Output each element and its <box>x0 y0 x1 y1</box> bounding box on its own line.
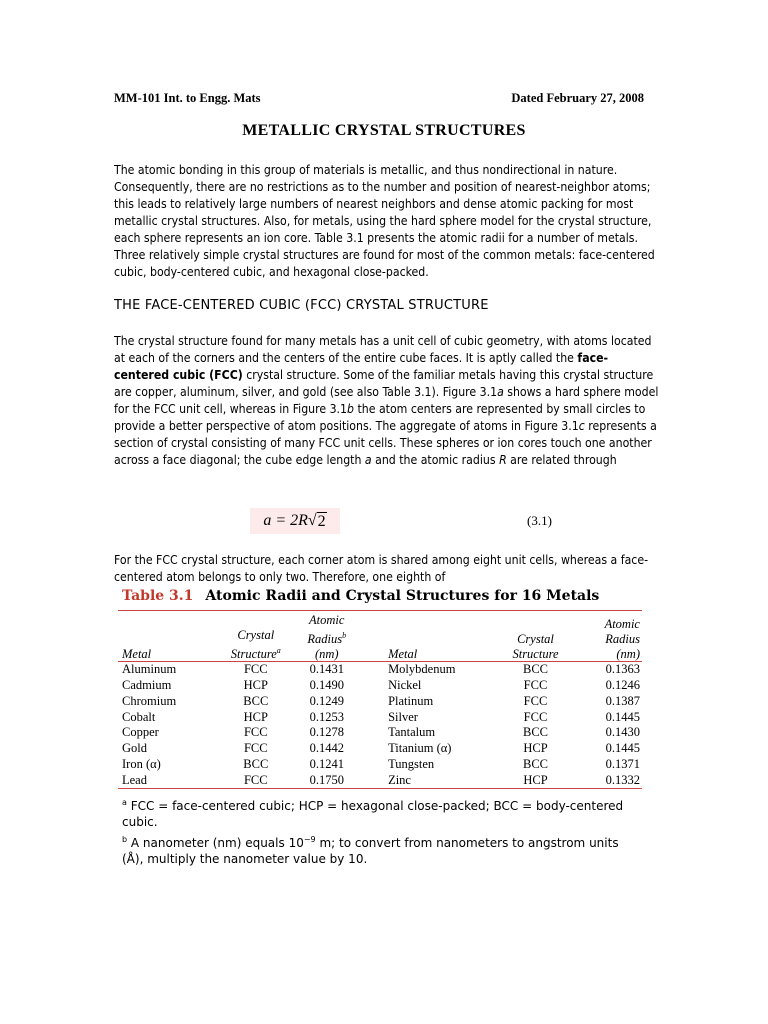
table-footnotes <box>122 795 642 869</box>
footnote-b <box>122 832 642 867</box>
cell-structure: FCC <box>523 677 548 692</box>
table-row <box>118 725 642 741</box>
footnote-mark: a <box>276 646 281 655</box>
cell-structure: FCC <box>243 741 268 756</box>
table-caption <box>122 588 599 604</box>
col-header-metal: Metal <box>388 647 418 662</box>
table-row <box>118 710 642 726</box>
text-run: crystal structure. Some of the familiar metals having this crystal structure are copper, aluminum, silver, and gold (see also Table 3.1). Figure 3.1 <box>114 368 654 399</box>
cell-structure: BCC <box>522 725 548 740</box>
col-header-structure <box>216 613 295 662</box>
cell-radius: 0.1445 <box>605 709 640 724</box>
fcc-sharing-paragraph: For the FCC crystal structure, each corner atom is shared among eight unit cells, whereas a face-centered atom belongs to only two. Therefore, one eighth of <box>114 553 649 584</box>
cell-structure: FCC <box>243 725 268 740</box>
cell-metal: Lead <box>122 772 147 787</box>
cell-radius: 0.1246 <box>605 677 640 692</box>
table-row <box>118 773 642 789</box>
col-header-radius <box>295 613 358 662</box>
cell-structure: HCP <box>243 677 268 692</box>
header-line: Crystal <box>237 628 275 642</box>
header-line: Atomic <box>604 617 640 632</box>
sqrt-symbol: √ <box>307 512 317 529</box>
cell-radius: 0.1241 <box>309 756 344 771</box>
text-run: The crystal structure found for many metals has a unit cell of cubic geometry, with atoms located at each of the corners and the centers of the entire cube faces. It is aptly called the <box>114 334 652 365</box>
cell-radius: 0.1430 <box>605 725 640 740</box>
table-row <box>118 757 642 773</box>
cell-metal: Tungsten <box>388 756 435 771</box>
figure-ref-letter: b <box>347 402 354 416</box>
cell-structure: FCC <box>523 693 548 708</box>
figure-ref-letter: a <box>497 385 504 399</box>
cell-metal: Iron (α) <box>122 756 161 771</box>
footnote-mark: b <box>122 835 128 844</box>
header-line: (nm) <box>616 647 640 662</box>
exponent: −9 <box>303 835 316 844</box>
cell-radius: 0.1431 <box>309 662 344 677</box>
cell-metal: Cobalt <box>122 709 156 724</box>
cell-radius: 0.1278 <box>309 725 344 740</box>
table-top-rule <box>118 610 642 611</box>
cell-radius: 0.1253 <box>309 709 344 724</box>
col-header-radius <box>577 613 642 662</box>
header-line: Atomic <box>309 613 345 627</box>
cell-structure: BCC <box>243 756 269 771</box>
equation-lhs: a = 2R <box>263 512 308 529</box>
fcc-term: face-centered cubic (FCC) <box>114 351 609 382</box>
cell-metal: Gold <box>122 741 147 756</box>
equation <box>250 508 340 534</box>
footnote-mark: b <box>342 631 347 640</box>
text-run: the atom centers are represented by small circles to provide a better perspective of atom positions. The aggregate of atoms in Figure 3.1 <box>114 402 646 433</box>
table-header-row <box>118 613 642 662</box>
cell-metal: Copper <box>122 725 159 740</box>
header-line: Structure <box>230 647 277 662</box>
header-line: (nm) <box>314 647 339 662</box>
table-row <box>118 662 642 678</box>
header-line: Crystal <box>517 632 554 647</box>
cell-metal: Titanium (α) <box>388 741 452 756</box>
cell-metal: Molybdenum <box>388 662 456 677</box>
footnote-text: FCC = face-centered cubic; HCP = hexagonal close-packed; BCC = body-centered cubic. <box>122 799 624 829</box>
cell-radius: 0.1249 <box>309 693 344 708</box>
cell-structure: HCP <box>523 772 548 787</box>
cell-structure: HCP <box>523 741 548 756</box>
footnote-text: m; to convert from nanometers to angstrom units (Å), multiply the nanometer value by 10. <box>122 836 619 866</box>
cell-metal: Nickel <box>388 677 422 692</box>
footnote-a <box>122 795 642 830</box>
text-run: shows a hard sphere model for the FCC unit cell, whereas in Figure 3.1 <box>114 385 659 416</box>
header-line: Radius <box>307 632 343 647</box>
page-title: METALLIC CRYSTAL STRUCTURES <box>242 122 526 139</box>
footnote-text: A nanometer (nm) equals 10 <box>127 836 304 850</box>
cell-structure: HCP <box>243 709 268 724</box>
header-line: Structure <box>512 647 559 662</box>
col-header-metal: Metal <box>122 647 152 662</box>
section-heading: THE FACE-CENTERED CUBIC (FCC) CRYSTAL STRUCTURE <box>114 298 489 313</box>
cell-radius: 0.1442 <box>309 741 344 756</box>
table-number: Table 3.1 <box>122 588 194 604</box>
table-row <box>118 694 642 710</box>
cell-metal: Chromium <box>122 693 177 708</box>
variable-a: a <box>364 453 372 467</box>
cell-structure: BCC <box>522 756 548 771</box>
metals-table <box>118 613 642 789</box>
cell-radius: 0.1750 <box>309 772 344 787</box>
table-title: Atomic Radii and Crystal Structures for 16 Metals <box>205 588 600 604</box>
cell-metal: Zinc <box>388 772 411 787</box>
cell-structure: BCC <box>522 662 548 677</box>
intro-paragraph: The atomic bonding in this group of materials is metallic, and thus nondirectional in nature. Consequently, there are no restrictions as to the number and position of nearest-neighbor atoms; this leads to relatively large numbers of nearest neighbors and dense atomic packing for most metallic crystal structures. Also, for metals, using the hard sphere model for the crystal structure, each sphere represents an ion core. Table 3.1 presents the atomic radii for a number of metals. Three relatively simple crystal structures are found for most of the common metals: face-centered cubic, body-centered cubic, and hexagonal close-packed. <box>114 163 655 279</box>
cell-metal: Aluminum <box>122 662 177 677</box>
cell-radius: 0.1332 <box>605 772 640 787</box>
cell-radius: 0.1387 <box>605 693 640 708</box>
cell-metal: Cadmium <box>122 677 172 692</box>
equation-radicand: 2 <box>317 512 326 530</box>
text-run: and the atomic radius <box>371 453 500 467</box>
figure-ref-letter: c <box>578 419 585 433</box>
cell-metal: Silver <box>388 709 418 724</box>
table-row <box>118 741 642 757</box>
cell-structure: BCC <box>243 693 269 708</box>
cell-structure: FCC <box>243 772 268 787</box>
page-header <box>114 91 644 106</box>
equation-number: (3.1) <box>527 513 552 528</box>
table-body <box>118 662 642 788</box>
cell-metal: Platinum <box>388 693 434 708</box>
cell-radius: 0.1363 <box>605 662 640 677</box>
cell-structure: FCC <box>243 662 268 677</box>
cell-radius: 0.1490 <box>309 677 344 692</box>
footnote-mark: a <box>122 798 127 807</box>
document-date: Dated February 27, 2008 <box>511 91 644 105</box>
text-run: are related through <box>506 453 617 467</box>
fcc-paragraph <box>114 333 659 469</box>
header-line: Radius <box>605 632 640 647</box>
col-header-structure <box>494 613 578 662</box>
cell-radius: 0.1371 <box>605 756 640 771</box>
table-row <box>118 678 642 694</box>
text-run: represents a section of crystal consisting of many FCC unit cells. These spheres or ion cores touch one another across a face diagonal; the cube edge length <box>114 419 657 467</box>
course-code: MM-101 Int. to Engg. Mats <box>114 91 261 105</box>
cell-metal: Tantalum <box>388 725 436 740</box>
variable-r: R <box>499 453 507 467</box>
cell-structure: FCC <box>523 709 548 724</box>
cell-radius: 0.1445 <box>605 741 640 756</box>
